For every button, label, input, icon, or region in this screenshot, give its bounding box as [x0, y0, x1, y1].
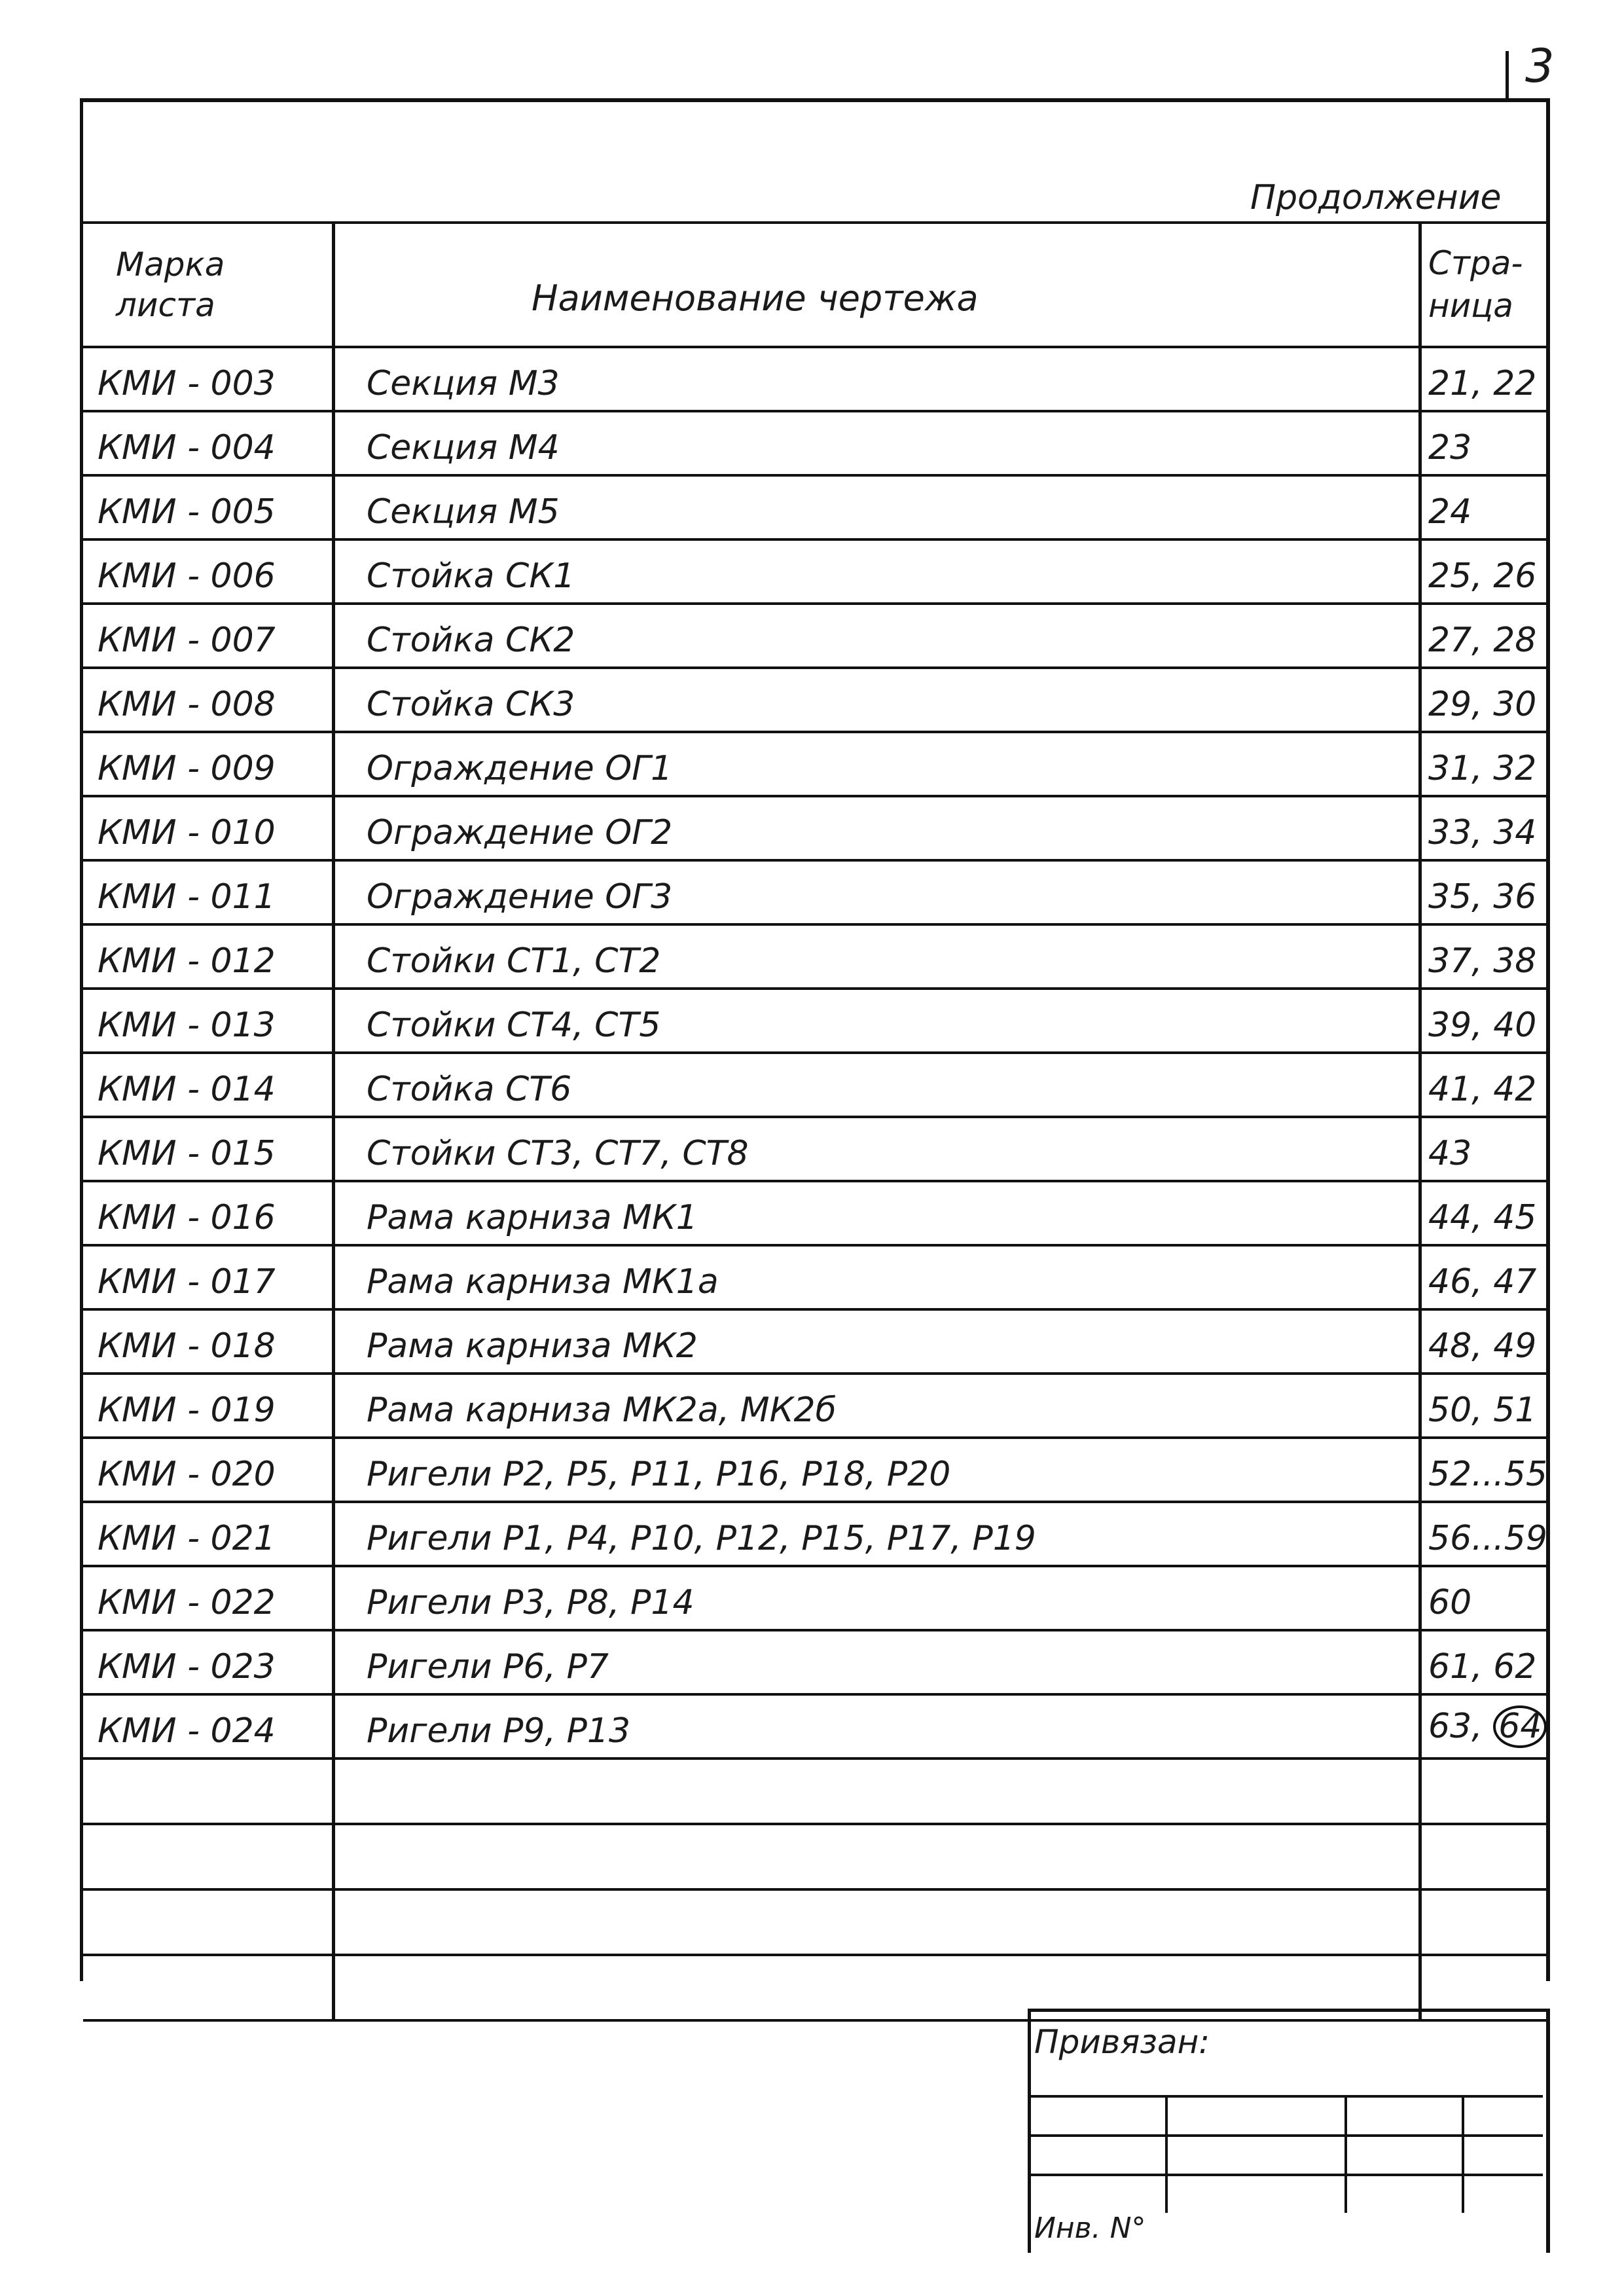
sheet-mark: КМИ - 003	[98, 364, 276, 403]
drawing-name: Ригели Р2, Р5, Р11, Р16, Р18, Р20	[367, 1455, 951, 1494]
page-numbers: 43	[1428, 1134, 1472, 1173]
page-cell	[1420, 604, 1547, 668]
page-numbers: 31, 32	[1428, 749, 1537, 788]
sheet-mark-cell	[83, 1694, 334, 1758]
inventory-number-label: Инв. N°	[1034, 2212, 1146, 2245]
page-numbers: 50, 51	[1428, 1391, 1537, 1430]
page-numbers: 48, 49	[1428, 1326, 1537, 1366]
sheet-mark-cell	[83, 1438, 334, 1502]
sheet-mark: КМИ - 016	[98, 1198, 276, 1237]
page-cell	[1420, 1245, 1547, 1309]
page-cell	[1420, 1181, 1547, 1245]
table-row	[83, 1181, 1547, 1245]
table-row	[83, 989, 1547, 1053]
sheet-mark-cell	[83, 604, 334, 668]
sheet-mark: КМИ - 010	[98, 813, 276, 852]
drawing-name-cell	[334, 347, 1420, 411]
table-row	[83, 732, 1547, 796]
sheet-mark-cell	[83, 1630, 334, 1694]
page-cell	[1420, 1694, 1547, 1758]
sheet-mark-cell	[83, 860, 334, 924]
page-cell	[1420, 668, 1547, 732]
drawing-name: Стойки СТ1, СТ2	[367, 941, 661, 981]
sheet-mark-cell	[83, 668, 334, 732]
drawing-name: Стойка СК1	[367, 556, 575, 596]
drawing-name: Рама карниза МК1а	[367, 1262, 719, 1302]
page-numbers: 46, 47	[1428, 1262, 1537, 1302]
sheet-mark: КМИ - 012	[98, 941, 276, 981]
drawing-name-cell	[334, 1630, 1420, 1694]
sheet-mark-cell	[83, 1245, 334, 1309]
drawing-name-cell	[334, 796, 1420, 860]
table-row	[83, 347, 1547, 411]
drawing-name: Секция М5	[367, 492, 560, 532]
page-numbers: 25, 26	[1428, 556, 1537, 596]
drawing-name-cell	[334, 604, 1420, 668]
page-numbers: 21, 22	[1428, 364, 1537, 403]
header-sheet-mark: Марка листа	[83, 223, 334, 347]
sheet-mark: КМИ - 008	[98, 685, 276, 724]
page-numbers: 60	[1428, 1583, 1472, 1622]
sheet-mark-cell	[83, 1117, 334, 1181]
drawing-name: Ригели Р6, Р7	[367, 1647, 609, 1686]
page-cell	[1420, 1502, 1547, 1566]
sheet-mark-cell	[83, 1053, 334, 1117]
sheet-mark: КМИ - 019	[98, 1391, 276, 1430]
drawing-name: Стойки СТ3, СТ7, СТ8	[367, 1134, 749, 1173]
drawing-name: Секция М3	[367, 364, 560, 403]
drawing-name: Ограждение ОГ3	[367, 877, 673, 917]
drawing-name: Ригели Р9, Р13	[367, 1711, 631, 1751]
drawing-name-cell	[334, 539, 1420, 604]
drawing-name: Секция М4	[367, 428, 560, 467]
sheet-mark-cell	[83, 1566, 334, 1630]
page-cell	[1420, 347, 1547, 411]
table-row	[83, 1309, 1547, 1374]
table-row	[83, 1117, 1547, 1181]
table-row	[83, 860, 1547, 924]
sheet-mark: КМИ - 017	[98, 1262, 276, 1302]
page-cell	[1420, 539, 1547, 604]
page-cell	[1420, 796, 1547, 860]
empty-table-row	[83, 1824, 1547, 1889]
sheet-mark: КМИ - 024	[98, 1711, 276, 1751]
drawing-name: Ригели Р3, Р8, Р14	[367, 1583, 695, 1622]
sheet-mark: КМИ - 023	[98, 1647, 276, 1686]
sheet-mark: КМИ - 022	[98, 1583, 276, 1622]
page-cell	[1420, 1566, 1547, 1630]
drawing-name-cell	[334, 860, 1420, 924]
page-cell	[1420, 989, 1547, 1053]
sheet-mark: КМИ - 013	[98, 1006, 276, 1045]
drawing-name-cell	[334, 1374, 1420, 1438]
drawing-name: Стойка СК2	[367, 621, 575, 660]
page-numbers: 41, 42	[1428, 1070, 1537, 1109]
sheet-mark-cell	[83, 1374, 334, 1438]
table-row	[83, 604, 1547, 668]
table-row	[83, 411, 1547, 475]
page-cell	[1420, 1053, 1547, 1117]
drawing-name-cell	[334, 924, 1420, 989]
drawing-name-cell	[334, 1245, 1420, 1309]
page-cell	[1420, 1117, 1547, 1181]
empty-table-row	[83, 1889, 1547, 1955]
table-row	[83, 1245, 1547, 1309]
sheet-mark: КМИ - 007	[98, 621, 276, 660]
drawing-name-cell	[334, 989, 1420, 1053]
sheet-mark: КМИ - 009	[98, 749, 276, 788]
page-cell	[1420, 1630, 1547, 1694]
page-numbers: 35, 36	[1428, 877, 1537, 917]
table-row	[83, 1438, 1547, 1502]
page-numbers: 24	[1428, 492, 1472, 532]
drawing-name: Ригели Р1, Р4, Р10, Р12, Р15, Р17, Р19	[367, 1519, 1036, 1558]
page-cell	[1420, 411, 1547, 475]
circled-page-number: 64	[1493, 1705, 1547, 1748]
page-numbers: 39, 40	[1428, 1006, 1537, 1045]
drawing-name: Рама карниза МК1	[367, 1198, 698, 1237]
page-number: 3	[1525, 39, 1555, 93]
table-row	[83, 475, 1547, 539]
page-numbers: 56...59	[1428, 1519, 1547, 1558]
drawing-name-cell	[334, 411, 1420, 475]
sheet-mark-cell	[83, 989, 334, 1053]
drawing-name: Стойки СТ4, СТ5	[367, 1006, 661, 1045]
table-row	[83, 796, 1547, 860]
sheet-mark-cell	[83, 347, 334, 411]
table-row	[83, 539, 1547, 604]
sheet-mark: КМИ - 020	[98, 1455, 276, 1494]
page-numbers: 61, 62	[1428, 1647, 1537, 1686]
page-numbers: 63, 64	[1422, 1705, 1547, 1757]
table-row	[83, 1053, 1547, 1117]
drawing-name: Ограждение ОГ1	[367, 749, 673, 788]
page-cell	[1420, 1438, 1547, 1502]
sheet-mark: КМИ - 005	[98, 492, 276, 532]
sheet-mark-cell	[83, 539, 334, 604]
drawing-name-cell	[334, 1053, 1420, 1117]
table-row	[83, 668, 1547, 732]
drawing-name-cell	[334, 1438, 1420, 1502]
sheet-mark-cell	[83, 1309, 334, 1374]
sheet-mark-cell	[83, 796, 334, 860]
sheet-mark-cell	[83, 1181, 334, 1245]
sheet-mark-cell	[83, 732, 334, 796]
sheet-mark: КМИ - 018	[98, 1326, 276, 1366]
page-cell	[1420, 732, 1547, 796]
sheet-mark: КМИ - 021	[98, 1519, 276, 1558]
sheet-mark: КМИ - 011	[98, 877, 276, 917]
sheet-mark-cell	[83, 475, 334, 539]
drawing-name-cell	[334, 1502, 1420, 1566]
table-header-row	[83, 223, 1547, 347]
page-numbers: 33, 34	[1428, 813, 1537, 852]
drawing-name-cell	[334, 1566, 1420, 1630]
sheet-mark: КМИ - 014	[98, 1070, 276, 1109]
drawing-name: Стойка СК3	[367, 685, 575, 724]
sheet-mark: КМИ - 015	[98, 1134, 276, 1173]
table-row	[83, 1566, 1547, 1630]
sheet-mark-cell	[83, 411, 334, 475]
empty-table-row	[83, 1758, 1547, 1824]
drawing-name-cell	[334, 1117, 1420, 1181]
page-numbers: 44, 45	[1428, 1198, 1537, 1237]
drawing-name: Ограждение ОГ2	[367, 813, 673, 852]
stamp-label: Привязан:	[1034, 2023, 1210, 2061]
table-row	[83, 1502, 1547, 1566]
stamp-grid	[1031, 2095, 1543, 2213]
table-row	[83, 1630, 1547, 1694]
drawing-name-cell	[334, 1181, 1420, 1245]
page-cell	[1420, 860, 1547, 924]
sheet-mark-cell	[83, 1502, 334, 1566]
drawing-name: Стойка СТ6	[367, 1070, 572, 1109]
page-number-mark	[1506, 51, 1509, 102]
page-numbers: 23	[1428, 428, 1472, 467]
drawing-name-cell	[334, 668, 1420, 732]
drawing-list-table	[83, 221, 1547, 2022]
page-cell	[1420, 924, 1547, 989]
drawing-name: Рама карниза МК2а, МК2б	[367, 1391, 837, 1430]
header-page: Стра- ница	[1420, 223, 1547, 347]
page-cell	[1420, 1374, 1547, 1438]
table-row	[83, 1374, 1547, 1438]
page-numbers: 52...55	[1428, 1455, 1547, 1494]
drawing-name-cell	[334, 1694, 1420, 1758]
drawing-name: Рама карниза МК2	[367, 1326, 698, 1366]
page-numbers: 37, 38	[1428, 941, 1537, 981]
table-row	[83, 924, 1547, 989]
drawing-name-cell	[334, 1309, 1420, 1374]
drawing-name-cell	[334, 475, 1420, 539]
page-numbers: 29, 30	[1428, 685, 1537, 724]
header-drawing-name: Наименование чертежа	[334, 223, 1420, 347]
sheet-mark: КМИ - 006	[98, 556, 276, 596]
page-cell	[1420, 475, 1547, 539]
table-row	[83, 1694, 1547, 1758]
sheet-mark: КМИ - 004	[98, 428, 276, 467]
drawing-name-cell	[334, 732, 1420, 796]
page-cell	[1420, 1309, 1547, 1374]
continuation-label: Продолжение	[1250, 178, 1502, 217]
sheet-mark-cell	[83, 924, 334, 989]
page-numbers: 27, 28	[1428, 621, 1537, 660]
